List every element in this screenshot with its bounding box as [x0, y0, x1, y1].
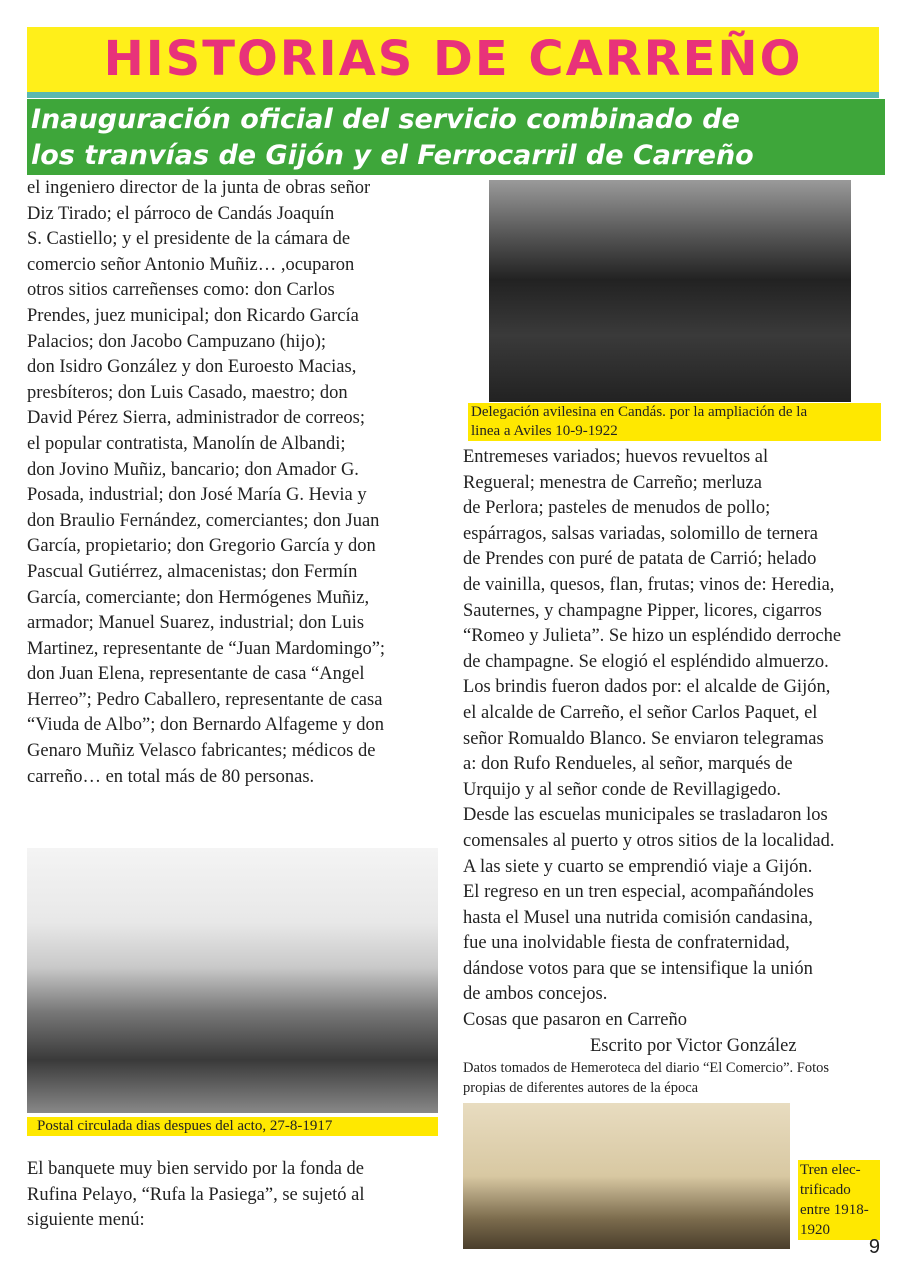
masthead-banner [27, 27, 879, 92]
text-line: Cosas que pasaron en Carreño [463, 1010, 687, 1031]
caption-line: linea a Aviles 10-9-1922 [471, 423, 618, 439]
text-line: El banquete muy bien servido por la fonda de [27, 1159, 365, 1179]
decorative-stripe [27, 92, 879, 98]
caption-line: entre 1918- [800, 1202, 869, 1218]
text-line: Martinez, representante de “Juan Mardomingo”; [27, 638, 386, 659]
text-line: comensales al puerto y otros sitios de la localidad. [463, 830, 835, 851]
photo-electric-train-station [463, 1103, 790, 1249]
right-column-text [463, 445, 841, 1034]
text-line: Entremeses variados; huevos revueltos al [463, 447, 769, 467]
text-line: otros sitios carreñenses como: don Carlos [27, 280, 335, 301]
text-line: S. Castiello; y el presidente de la cámara de [27, 229, 351, 250]
text-line: Genaro Muñiz Velasco fabricantes; médicos de [27, 741, 376, 762]
text-line: “Viuda de Albo”; don Bernardo Alfageme y don [27, 715, 384, 736]
text-line: fue una inolvidable fiesta de confraternidad, [463, 933, 790, 954]
text-line: de Perlora; pasteles de menudos de pollo; [463, 498, 771, 519]
text-line: de vainilla, quesos, flan, frutas; vinos de: Heredia, [463, 574, 835, 595]
text-line: de ambos concejos. [463, 984, 608, 1005]
sources-line: propias de diferentes autores de la época [463, 1080, 699, 1096]
text-line: carreño… en total más de 80 personas. [27, 766, 315, 787]
text-line: Desde las escuelas municipales se trasladaron los [463, 805, 828, 826]
text-line: Pascual Gutiérrez, almacenistas; don Fermín [27, 561, 358, 582]
text-line: A las siete y cuarto se emprendió viaje a Gijón. [463, 856, 813, 877]
text-line: Prendes, juez municipal; don Ricardo García [27, 305, 359, 326]
caption-line: trificado [800, 1182, 851, 1198]
text-line: Palacios; don Jacobo Campuzano (hijo); [27, 331, 327, 352]
photo2-caption: Postal circulada dias despues del acto, 27-8-1917 [27, 1117, 438, 1136]
text-line: David Pérez Sierra, administrador de correos; [27, 408, 366, 429]
text-line: don Jovino Muñiz, bancario; don Amador G. [27, 459, 359, 480]
text-line: Posada, industrial; don José María G. Hevia y [27, 485, 367, 506]
sources-note [463, 1058, 829, 1098]
sources-line: Datos tomados de Hemeroteca del diario “El Comercio”. Fotos [463, 1060, 830, 1076]
text-line: Regueral; menestra de Carreño; merluza [463, 472, 762, 493]
text-line: Diz Tirado; el párroco de Candás Joaquín [27, 203, 335, 224]
text-line: señor Romualdo Blanco. Se enviaron telegramas [463, 728, 824, 749]
left-bottom-text [27, 1157, 365, 1234]
photo1-caption [468, 403, 881, 441]
text-line: El regreso en un tren especial, acompañándoles [463, 882, 814, 903]
text-line: don Braulio Fernández, comerciantes; don Juan [27, 510, 380, 531]
text-line: dándose votos para que se intensifique la unión [463, 958, 813, 979]
caption-line: Tren elec- [800, 1162, 861, 1178]
text-line: “Romeo y Julieta”. Se hizo un espléndido derroche [463, 626, 842, 647]
text-line: espárragos, salsas variadas, solomillo de ternera [463, 523, 818, 544]
text-line: García, comerciante; don Hermógenes Muñiz, [27, 587, 370, 608]
photo-crowd-candas [489, 180, 851, 402]
text-line: de champagne. Se elogió el espléndido almuerzo. [463, 651, 829, 672]
text-line: don Juan Elena, representante de casa “Angel [27, 664, 365, 685]
text-line: García, propietario; don Gregorio García y don [27, 536, 376, 557]
text-line: armador; Manuel Suarez, industrial; don Luis [27, 613, 365, 634]
text-line: Los brindis fueron dados por: el alcalde de Gijón, [463, 677, 831, 698]
text-line: el popular contratista, Manolín de Albandi; [27, 433, 346, 454]
headline-line: Inauguración oficial del servicio combinado de [31, 104, 740, 135]
text-line: el ingeniero director de la junta de obras señor [27, 178, 371, 198]
photo3-caption [798, 1160, 880, 1240]
text-line: el alcalde de Carreño, el señor Carlos Paquet, el [463, 702, 818, 723]
caption-line: 1920 [800, 1222, 830, 1238]
caption-line: Delegación avilesina en Candás. por la ampliación de la [471, 404, 808, 420]
page-number: 9 [868, 1236, 880, 1258]
text-line: presbíteros; don Luis Casado, maestro; don [27, 382, 348, 403]
text-line: comercio señor Antonio Muñiz… ,ocuparon [27, 254, 355, 275]
text-line: Herreo”; Pedro Caballero, representante de casa [27, 689, 383, 710]
text-line: don Isidro González y don Euroesto Macias, [27, 357, 357, 378]
text-line: Sauternes, y champagne Pipper, licores, cigarros [463, 600, 822, 621]
postcard-candas-station [27, 848, 438, 1113]
headline-line: los tranvías de Gijón y el Ferrocarril de Carreño [31, 140, 754, 171]
text-line: de Prendes con puré de patata de Carrió; helado [463, 549, 817, 570]
text-line: hasta el Musel una nutrida comisión candasina, [463, 907, 813, 928]
byline: Escrito por Victor González [590, 1036, 797, 1056]
masthead-title: HISTORIAS DE CARREÑO [103, 31, 803, 87]
text-line: Rufina Pelayo, “Rufa la Pasiega”, se sujetó al [27, 1184, 365, 1205]
text-line: a: don Rufo Rendueles, al señor, marqués de [463, 754, 793, 775]
text-line: Urquijo y al señor conde de Revillagigedo. [463, 779, 782, 800]
text-line: siguiente menú: [27, 1210, 145, 1231]
article-headline [27, 99, 885, 175]
left-column-text [27, 176, 385, 790]
